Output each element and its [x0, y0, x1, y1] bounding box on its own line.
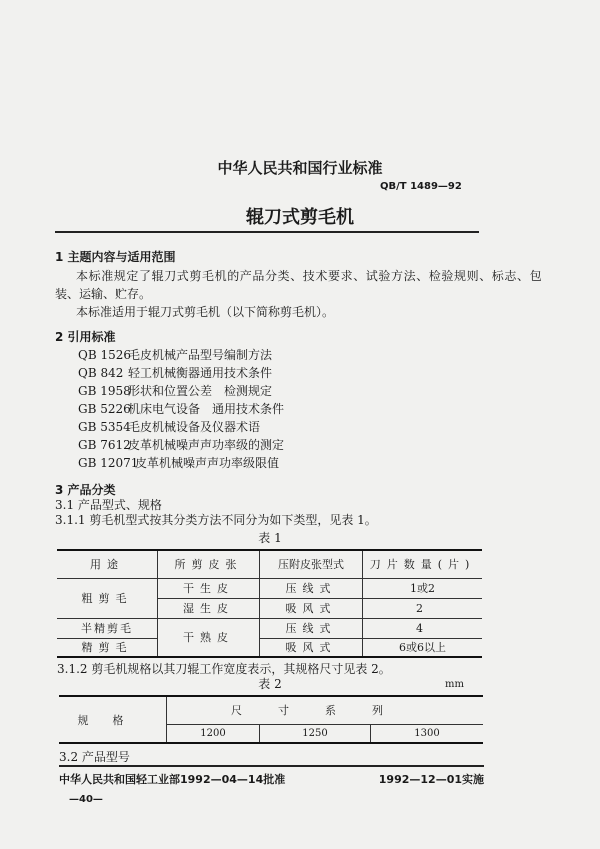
table-1-cell: 湿生皮 — [158, 598, 260, 618]
reference-title: 毛皮机械产品型号编制方法 — [128, 348, 273, 362]
reference-code: QB 1526 — [78, 348, 132, 362]
table-2-row-header: 规格 — [59, 696, 167, 743]
issuing-org: 中华人民共和国行业标准 — [217, 159, 383, 177]
table-1-cell: 精剪毛 — [57, 638, 158, 657]
table-1-cell: 吸风式 — [260, 598, 363, 618]
table-1-cell: 1或2 — [363, 578, 483, 598]
reference-title: 皮革机械噪声声功率级的测定 — [128, 438, 285, 452]
table-1-cell: 压线式 — [260, 618, 363, 638]
table-2-col-header: 尺寸系列 — [167, 696, 484, 724]
table-2-value: 1250 — [260, 724, 371, 743]
table-2-caption: 表 2 — [258, 677, 282, 691]
reference-title: 机床电气设备 通用技术条件 — [128, 402, 285, 416]
table-2-value: 1300 — [371, 724, 484, 743]
reference-title: 皮革机械噪声声功率级限值 — [135, 456, 280, 470]
reference-code: QB 842 — [78, 366, 124, 380]
approval-note: 中华人民共和国轻工业部1992—04—14批准 — [59, 773, 286, 786]
section-1-para-2: 本标准适用于辊刀式剪毛机（以下简称剪毛机）。 — [76, 305, 335, 319]
table-1-cell: 吸风式 — [260, 638, 363, 657]
table-1-cell: 粗剪毛 — [57, 578, 158, 618]
table-1-cell: 干生皮 — [158, 578, 260, 598]
table-1-header: 用途 — [57, 550, 158, 578]
section-1-para: 本标准规定了辊刀式剪毛机的产品分类、技术要求、试验方法、检验规则、标志、包 — [76, 269, 543, 283]
table-1-cell: 6或6以上 — [363, 638, 483, 657]
reference-title: 轻工机械衡器通用技术条件 — [128, 366, 273, 380]
table-1 — [57, 549, 482, 658]
table-1-cell: 干熟皮 — [158, 618, 260, 657]
title-rule — [55, 231, 479, 233]
table-2-value: 1200 — [167, 724, 260, 743]
table-1-header: 所剪皮张 — [158, 550, 260, 578]
table-1-cell: 半精剪毛 — [57, 618, 158, 638]
section-3-1-2: 3.1.2 剪毛机规格以其刀辊工作宽度表示，其规格尺寸见表 2。 — [57, 662, 391, 676]
table-1-caption: 表 1 — [258, 531, 282, 545]
section-2-heading: 2 引用标准 — [55, 330, 116, 344]
reference-code: GB 12071 — [78, 456, 139, 470]
table-1-header: 压附皮张型式 — [260, 550, 363, 578]
table-1-cell: 4 — [363, 618, 483, 638]
section-1-heading: 1 主题内容与适用范围 — [55, 250, 176, 264]
table-1-cell: 压线式 — [260, 578, 363, 598]
reference-title: 形状和位置公差 检测规定 — [128, 384, 273, 398]
section-3-2: 3.2 产品型号 — [59, 750, 130, 764]
section-3-1: 3.1 产品型式、规格 — [55, 498, 162, 512]
page-number: —40— — [69, 794, 103, 805]
section-3-1-1: 3.1.1 剪毛机型式按其分类方法不同分为如下类型，见表 1。 — [55, 513, 377, 527]
table-1-header: 刀片数量(片) — [363, 550, 483, 578]
standard-code: QB/T 1489—92 — [380, 181, 462, 192]
table-1-cell: 2 — [363, 598, 483, 618]
document-title: 辊刀式剪毛机 — [246, 207, 354, 228]
table-2-unit: mm — [445, 679, 464, 690]
footer-rule — [59, 765, 484, 767]
table-2 — [59, 695, 483, 744]
reference-code: GB 5354 — [78, 420, 131, 434]
effective-date: 1992—12—01实施 — [378, 773, 484, 786]
reference-title: 毛皮机械设备及仪器术语 — [128, 420, 261, 434]
reference-code: GB 7612 — [78, 438, 131, 452]
reference-code: GB 1958 — [78, 384, 131, 398]
reference-code: GB 5226 — [78, 402, 131, 416]
section-3-heading: 3 产品分类 — [55, 483, 116, 497]
section-1-para-cont: 装、运输、贮存。 — [55, 287, 152, 301]
